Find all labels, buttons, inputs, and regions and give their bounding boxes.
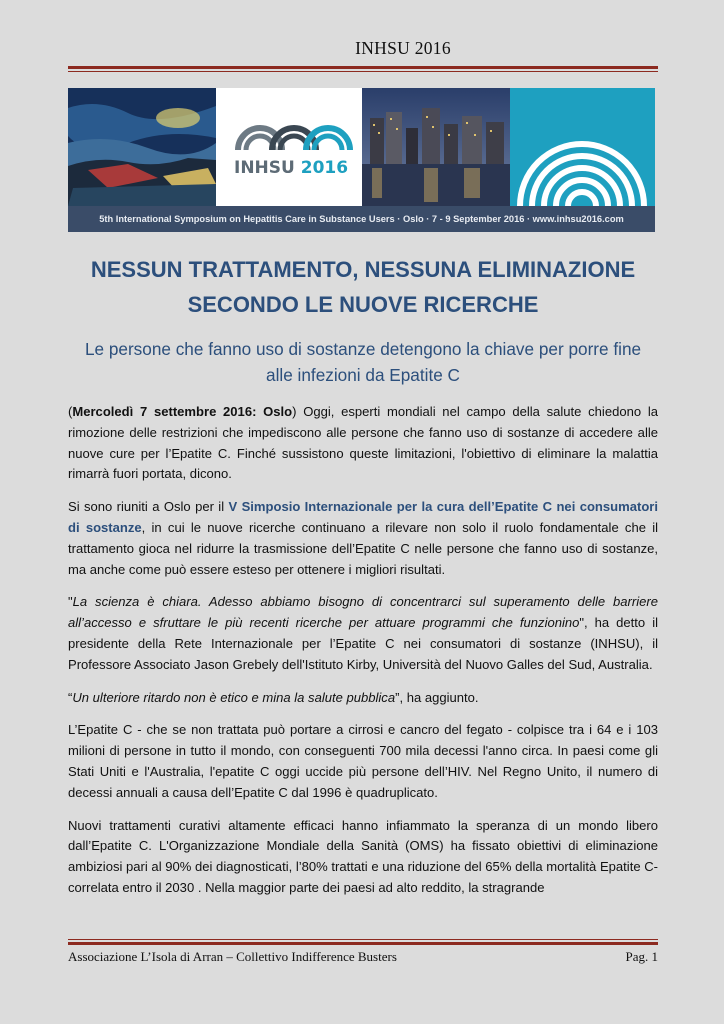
quote-grebely: La scienza è chiara. Adesso abbiamo bisogno di concentrarci sul superamento delle barriere all’accesso e sfruttare le più recenti ricerche per attuare programmi che funzionino bbox=[68, 594, 658, 631]
article-subtitle bbox=[68, 336, 658, 388]
logo-panel bbox=[216, 88, 362, 206]
conference-banner bbox=[68, 88, 655, 232]
paragraph-6: Nuovi trattamenti curativi altamente efficaci hanno infiammato la speranza di un mondo libero dall’Epatite C. L'Organizzazione Mondiale della Sanità (OMS) ha fissato obiettivi di eliminazione ambiziosi pari al 90% dei diagnosticati, l’80% trattati e una riduzione del 65% della mortalità Epatite C-correlata entro il 2030 . Nella maggior parte dei paesi ad alto reddito, la stragrande bbox=[68, 817, 658, 895]
header-title: INHSU 2016 bbox=[355, 38, 451, 58]
subtitle-line-2: alle infezioni da Epatite C bbox=[266, 365, 460, 385]
paragraph-5: L’Epatite C - che se non trattata può portare a cirrosi e cancro del fegato - colpisce tra i 64 e i 103 milioni di persone in tutto il mondo, con conseguenti 700 mila decessi l'anno circa. In paesi come gli Stati Uniti e l'Australia, l'epatite C oggi uccide più persone dell’HIV. Nel Regno Unito, il numero di decessi annuali a causa dell’Epatite C dal 1996 è quadruplicato. bbox=[68, 722, 658, 800]
paragraph-3: "La scienza è chiara. Adesso abbiamo bisogno di concentrarci sul superamento delle barriere all’accesso e sfruttare le più recenti ricerche per attuare programmi che funzionino", ha detto il presidente della Rete Internazionale per l’Epatite C nei consumatori di sostanze (INHSU), il Professore Associato Jason Grebely dell'Istituto Kirby, Università del Nuovo Galles del Sud, Australia. bbox=[68, 594, 658, 672]
header-rule bbox=[68, 66, 658, 69]
footer-rule bbox=[68, 942, 658, 945]
inhsu-logo-arcs-icon bbox=[216, 88, 362, 158]
page-number: Pag. 1 bbox=[625, 949, 658, 964]
article-body bbox=[68, 402, 658, 911]
teal-arcs-icon bbox=[510, 88, 655, 206]
painting-panel bbox=[68, 88, 216, 206]
article-title bbox=[68, 252, 658, 322]
paragraph-4: “Un ulteriore ritardo non è etico e mina la salute pubblica”, ha aggiunto. bbox=[68, 689, 479, 705]
footer-rule-thin bbox=[68, 939, 658, 940]
dateline: Mercoledì 7 settembre 2016: Oslo bbox=[72, 404, 293, 419]
paragraph-1: (Mercoledì 7 settembre 2016: Oslo) Oggi, esperti mondiali nel campo della salute chiedono la rimozione delle restrizioni che impediscono alle persone che fanno uso di sostanze di accedere alle nuove cure per l’Epatite C. Finché sussistono queste limitazioni, l'obiettivo di eliminare la malattia rimarrà fuori portata, dicono. bbox=[68, 404, 658, 482]
page-footer bbox=[68, 949, 658, 965]
teal-panel bbox=[510, 88, 655, 206]
subtitle-line-1: Le persone che fanno uso di sostanze detengono la chiave per porre fine bbox=[84, 339, 642, 359]
city-panel bbox=[362, 88, 510, 206]
paragraph-2: Si sono riuniti a Oslo per il V Simposio Internazionale per la cura dell’Epatite C nei consumatori di sostanze, in cui le nuove ricerche continuano a rilevare non solo il ruolo fondamentale che il trattamento gioca nel ridurre la trasmissione dell’Epatite C nelle persone che fanno uso di sostanze, ma anche come può essere esteso per ottenere i migliori risultati. bbox=[68, 499, 659, 577]
quote-delay: Un ulteriore ritardo non è etico e mina la salute pubblica bbox=[72, 689, 396, 705]
footer-association: Associazione L’Isola di Arran – Collettivo Indifference Busters bbox=[68, 949, 397, 964]
title-line-2: SECONDO LE NUOVE RICERCHE bbox=[187, 292, 539, 317]
header-rule-thin bbox=[68, 71, 658, 72]
banner-logo: INHSU 2016 bbox=[234, 158, 349, 178]
title-line-1: NESSUN TRATTAMENTO, NESSUNA ELIMINAZIONE bbox=[90, 257, 636, 282]
symposium-link[interactable]: V Simposio Internazionale per la cura dell’Epatite C nei consumatori di sostanze bbox=[68, 499, 658, 535]
running-header bbox=[68, 38, 658, 59]
city-skyline-image bbox=[362, 88, 510, 206]
painting-image bbox=[68, 88, 216, 206]
banner-caption: 5th International Symposium on Hepatitis Care in Substance Users · Oslo · 7 - 9 September 2016 · www.inhsu2016.com bbox=[68, 206, 655, 232]
